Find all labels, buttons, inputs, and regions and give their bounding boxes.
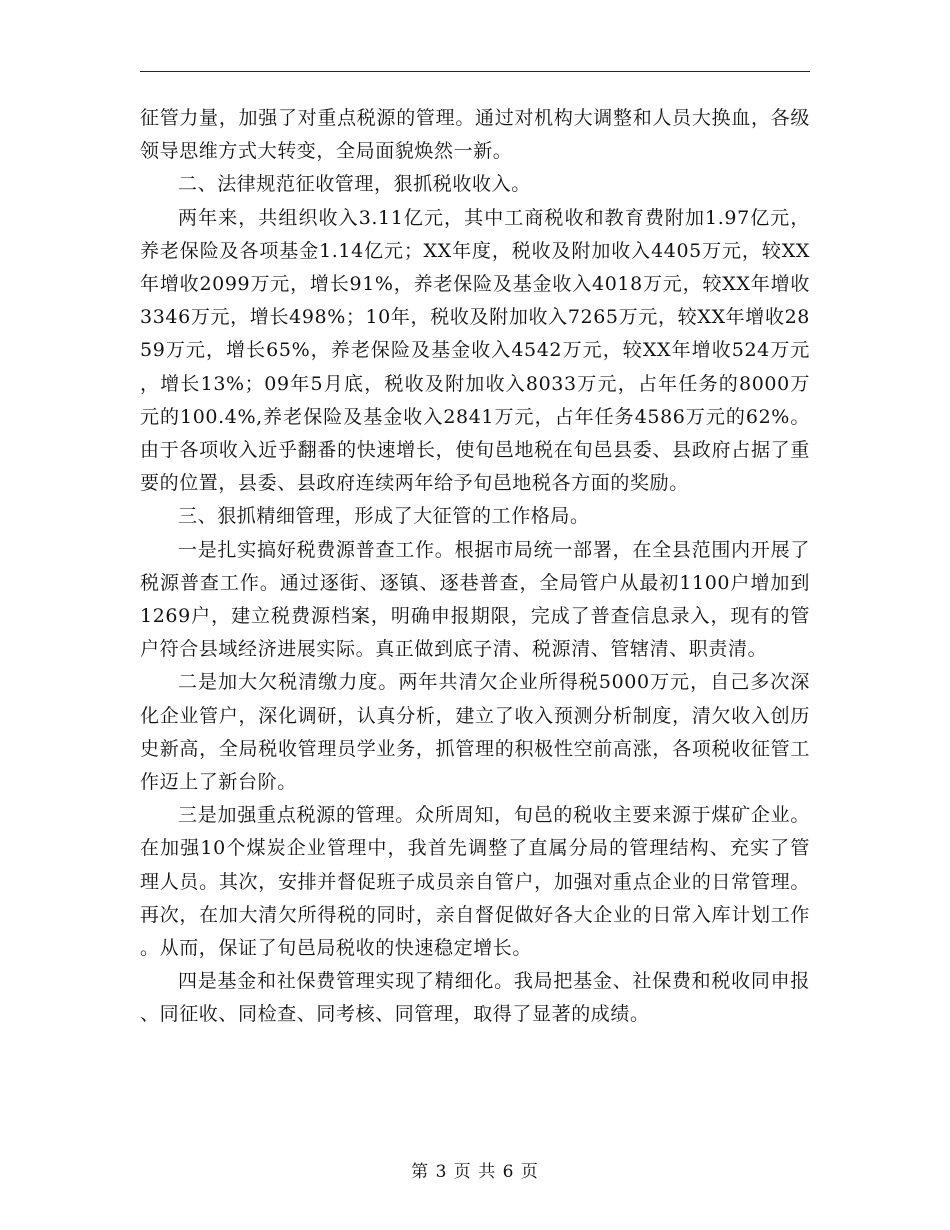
page-number-footer: 第 3 页 共 6 页 <box>411 1162 539 1182</box>
paragraph-key-sources: 三是加强重点税源的管理。众所周知，旬邑的税收主要来源于煤矿企业。在加强10个煤炭企业管理中，我首先调整了直属分局的管理结构、充实了管理人员。其次，安排并督促班子成员亲自管户，加强对重点企业的日常管理。再次，在加大清欠所得税的同时，亲自督促做好各大企业的日常入库计划工作。从而，保证了旬邑局税收的快速稳定增长。 <box>140 804 810 960</box>
section-heading-3: 三、狠抓精细管理，形成了大征管的工作格局。 <box>178 505 590 528</box>
paragraph-revenue: 两年来，共组织收入3.11亿元，其中工商税收和教育费附加1.97亿元，养老保险及各项基金1.14亿元；XX年度，税收及附加收入4405万元，较XX年增收2099万元，增长91%，养老保险及基金收入4018万元，较XX年增收3346万元，增长498%；10年，税收及附加收入7265万元，较XX年增收2859万元，增长65%，养老保险及基金收入4542万元，较XX年增收524万元，增长13%；09年5月底，税收及附加收入8033万元，占年任务的8000万元的100.4%,养老保险及基金收入2841万元，占年任务4586万元的62%。由于各项收入近乎翻番的快速增长，使旬邑地税在旬邑县委、县政府占据了重要的位置，县委、县政府连续两年给予旬邑地税各方面的奖励。 <box>140 206 810 495</box>
header-rule <box>140 71 810 72</box>
document-body <box>140 102 810 1032</box>
paragraph-1: 征管力量，加强了对重点税源的管理。通过对机构大调整和人员大换血，各级领导思维方式大转变，全局面貌焕然一新。 <box>140 107 810 163</box>
paragraph-fund-management: 四是基金和社保费管理实现了精细化。我局把基金、社保费和税收同申报、同征收、同检查、同考核、同管理，取得了显著的成绩。 <box>140 970 810 1026</box>
paragraph-survey: 一是扎实搞好税费源普查工作。根据市局统一部署，在全县范围内开展了税源普查工作。通过逐街、逐镇、逐巷普查，全局管户从最初1100户增加到1269户，建立税费源档案，明确申报期限，完成了普查信息录入，现有的管户符合县域经济进展实际。真正做到底子清、税源清、管辖清、职责清。 <box>140 538 810 661</box>
paragraph-arrears: 二是加大欠税清缴力度。两年共清欠企业所得税5000万元，自己多次深化企业管户，深化调研，认真分析，建立了收入预测分析制度，清欠收入创历史新高，全局税收管理员学业务，抓管理的积极性空前高涨，各项税收征管工作迈上了新台阶。 <box>140 671 810 794</box>
section-heading-2: 二、法律规范征收管理，狠抓税收收入。 <box>178 173 531 196</box>
